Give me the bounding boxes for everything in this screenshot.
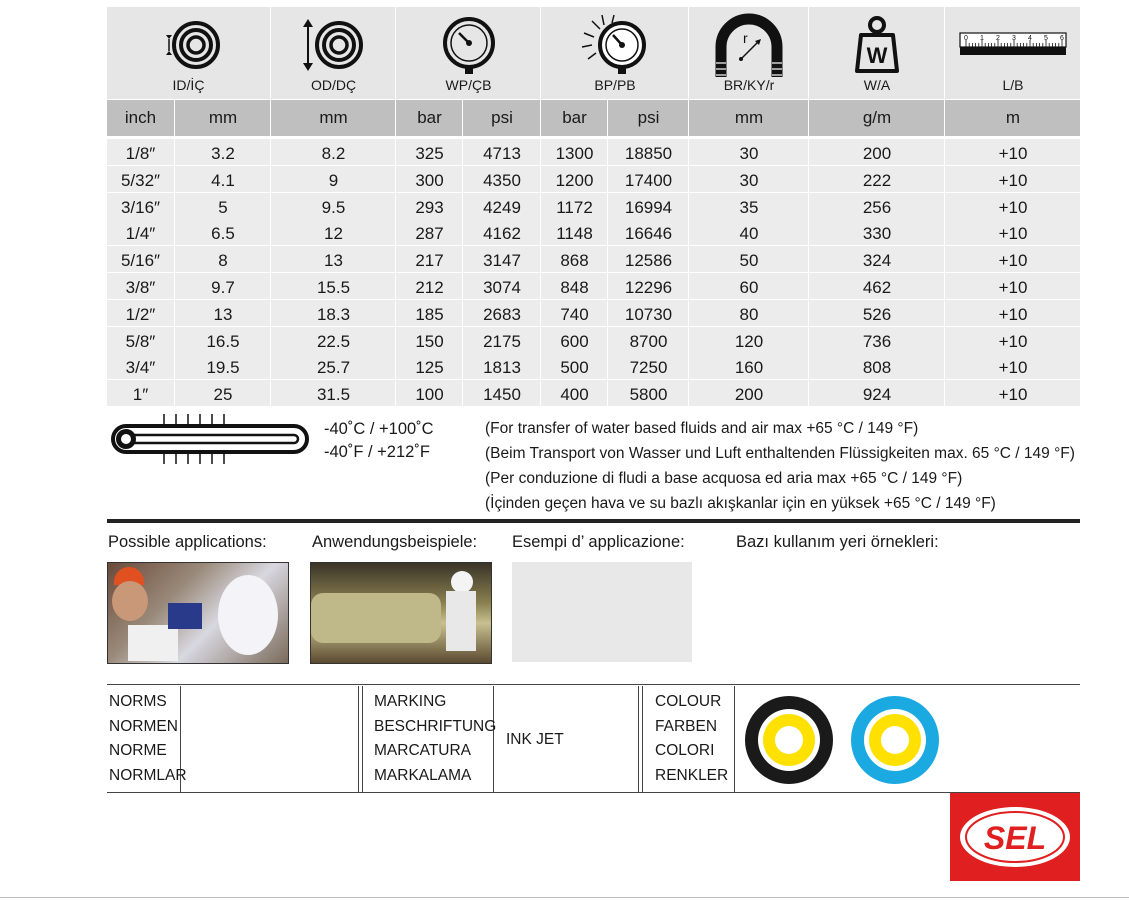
sel-logo [950, 793, 1080, 881]
table-units-row [107, 100, 1080, 136]
cell-wp-bar: 300 [395, 166, 463, 192]
thermometer-icon [106, 412, 311, 468]
cell-br-mm: 35 [688, 193, 809, 219]
table-row [107, 193, 1080, 220]
outer-diameter-icon [294, 13, 374, 73]
inner-diameter-icon [144, 13, 234, 73]
cell-bp-psi: 8700 [607, 327, 689, 353]
cell-od-mm: 31.5 [270, 380, 396, 406]
pressure-gauge-icon [434, 13, 504, 75]
cell-wp-psi: 4249 [462, 193, 541, 219]
cell-bp-bar: 1148 [540, 219, 608, 245]
unit-od-mm: mm [270, 100, 396, 136]
header-lb-label: L/B [1002, 77, 1024, 93]
cell-br-mm: 40 [688, 219, 809, 245]
ruler-digit: 0 [964, 35, 968, 42]
header-wp [395, 7, 541, 99]
header-br [688, 7, 809, 99]
table-row [107, 139, 1080, 166]
note-de: (Beim Transport von Wasser und Luft enthaltenden Flüssigkeiten max. 65 °C / 149 °F) [485, 445, 1075, 462]
table-row [107, 273, 1080, 300]
cell-bp-bar: 1172 [540, 193, 608, 219]
colour-labels [655, 690, 728, 788]
cell-wp-bar: 125 [395, 353, 463, 379]
note-it: (Per conduzione di fludi a base acquosa ed aria max +65 °C / 149 °F) [485, 470, 963, 487]
cell-wp-psi: 2683 [462, 300, 541, 326]
cell-bp-bar: 1300 [540, 139, 608, 165]
divider [642, 686, 643, 792]
applications-label-tr: Bazı kullanım yeri örnekleri: [736, 533, 939, 551]
ruler-digit: 4 [1028, 35, 1032, 42]
cell-bp-psi: 7250 [607, 353, 689, 379]
cell-weight: 200 [808, 139, 945, 165]
cell-wp-bar: 212 [395, 273, 463, 299]
bend-radius-letter: r [743, 30, 748, 46]
table-row [107, 300, 1080, 327]
cell-bp-psi: 10730 [607, 300, 689, 326]
cell-br-mm: 80 [688, 300, 809, 326]
applications-label-de: Anwendungsbeispiele: [312, 533, 478, 551]
temperature-fahrenheit: -40˚F / +212˚F [324, 443, 430, 461]
logo-text: SEL [983, 820, 1047, 856]
application-photo-spray-worker [107, 562, 289, 664]
cell-br-mm: 30 [688, 139, 809, 165]
cell-od-mm: 13 [270, 246, 396, 272]
table-row [107, 327, 1080, 354]
table-row [107, 353, 1080, 380]
cell-bp-psi: 18850 [607, 139, 689, 165]
cell-id-mm: 19.5 [174, 353, 271, 379]
cell-od-mm: 8.2 [270, 139, 396, 165]
cell-br-mm: 50 [688, 246, 809, 272]
marking-labels [374, 690, 496, 788]
cell-od-mm: 18.3 [270, 300, 396, 326]
divider [638, 686, 639, 792]
cell-br-mm: 30 [688, 166, 809, 192]
section-divider [107, 519, 1080, 523]
header-wa-label: W/A [863, 77, 891, 93]
cell-id-mm: 4.1 [174, 166, 271, 192]
cell-wp-bar: 325 [395, 139, 463, 165]
cell-weight: 736 [808, 327, 945, 353]
weight-letter: W [866, 43, 888, 68]
header-bp [540, 7, 689, 99]
cell-weight: 526 [808, 300, 945, 326]
cell-id-mm: 5 [174, 193, 271, 219]
ruler-digit: 3 [1012, 35, 1016, 42]
temperature-celsius: -40˚C / +100˚C [324, 420, 434, 438]
cell-bp-bar: 600 [540, 327, 608, 353]
cell-weight: 256 [808, 193, 945, 219]
marking-label: MARCATURA [374, 742, 472, 759]
cell-inch: 5/16″ [120, 251, 161, 271]
cell-inch: 3/16″ [120, 197, 161, 217]
cell-length: +10 [944, 300, 1081, 326]
cell-length: +10 [944, 139, 1081, 165]
cell-wp-bar: 100 [395, 380, 463, 406]
cell-inch: 1/2″ [125, 304, 156, 324]
table-row [107, 219, 1080, 246]
cell-br-mm: 120 [688, 327, 809, 353]
cell-id-mm: 16.5 [174, 327, 271, 353]
cell-bp-psi: 12586 [607, 246, 689, 272]
ruler-icon [958, 13, 1068, 73]
cell-bp-bar: 1200 [540, 166, 608, 192]
cell-od-mm: 9.5 [270, 193, 396, 219]
ruler-digit: 1 [980, 35, 984, 42]
cell-bp-psi: 5800 [607, 380, 689, 406]
colour-label: COLOUR [655, 693, 722, 710]
colour-label: FARBEN [655, 717, 718, 735]
unit-weight: g/m [808, 100, 945, 136]
cell-bp-psi: 12296 [607, 273, 689, 299]
unit-id-mm: mm [174, 100, 271, 136]
cell-bp-bar: 500 [540, 353, 608, 379]
cell-bp-psi: 17400 [607, 166, 689, 192]
cell-bp-bar: 868 [540, 246, 608, 272]
divider [358, 686, 359, 792]
cell-od-mm: 22.5 [270, 327, 396, 353]
cell-id-mm: 8 [174, 246, 271, 272]
cell-id-mm: 6.5 [174, 219, 271, 245]
applications-label-it: Esempi d’ applicazione: [512, 533, 685, 551]
cell-wp-psi: 1450 [462, 380, 541, 406]
cell-wp-psi: 1813 [462, 353, 541, 379]
cell-length: +10 [944, 219, 1081, 245]
unit-wp-psi: psi [462, 100, 541, 136]
cell-br-mm: 60 [688, 273, 809, 299]
cell-length: +10 [944, 353, 1081, 379]
header-od-label: OD/DÇ [310, 77, 357, 93]
cell-od-mm: 15.5 [270, 273, 396, 299]
applications-label-en: Possible applications: [108, 533, 267, 551]
colour-label: RENKLER [655, 766, 729, 784]
temperature-range [324, 418, 434, 464]
bend-radius-icon [709, 13, 789, 79]
cell-inch: 3/8″ [125, 278, 156, 297]
usage-notes [485, 416, 1075, 516]
cell-wp-psi: 3074 [462, 273, 541, 299]
cell-od-mm: 25.7 [270, 353, 396, 379]
norms-labels [109, 690, 187, 788]
spec-strip-top-border [107, 684, 1080, 685]
marking-label: BESCHRIFTUNG [374, 717, 497, 735]
table-header-icons [107, 7, 1080, 99]
cell-bp-psi: 16994 [607, 193, 689, 219]
cell-wp-psi: 4713 [462, 139, 541, 165]
table-row [107, 166, 1080, 193]
cell-wp-psi: 4350 [462, 166, 541, 192]
norms-label: NORMS [109, 693, 167, 710]
unit-wp-bar: bar [395, 100, 463, 136]
unit-bp-bar: bar [540, 100, 608, 136]
ruler-digit: 5 [1044, 35, 1048, 42]
cell-length: +10 [944, 193, 1081, 219]
application-photo-spray-booth [310, 562, 492, 664]
table-row [107, 246, 1080, 273]
application-photo-placeholder [512, 562, 692, 662]
cell-inch: 1/8″ [125, 144, 156, 163]
colour-swatches [744, 695, 944, 787]
cell-br-mm: 160 [688, 353, 809, 379]
colour-label: COLORI [655, 742, 715, 759]
note-en: (For transfer of water based fluids and air max +65 °C / 149 °F) [485, 420, 919, 437]
cell-wp-psi: 4162 [462, 219, 541, 245]
table-row [107, 380, 1080, 407]
cell-bp-bar: 740 [540, 300, 608, 326]
cell-id-mm: 25 [174, 380, 271, 406]
cell-od-mm: 12 [270, 219, 396, 245]
cell-weight: 462 [808, 273, 945, 299]
cell-inch: 1/4″ [125, 224, 156, 244]
unit-inch: inch [124, 108, 157, 127]
cell-id-mm: 9.7 [174, 273, 271, 299]
burst-pressure-gauge-icon [570, 13, 660, 75]
cell-weight: 924 [808, 380, 945, 406]
page-bottom-line [0, 897, 1129, 898]
ruler-digit: 6 [1060, 35, 1064, 42]
norms-label: NORMLAR [109, 766, 187, 784]
cell-br-mm: 200 [688, 380, 809, 406]
cell-inch: 3/4″ [125, 358, 156, 378]
cell-wp-bar: 287 [395, 219, 463, 245]
cell-inch: 5/8″ [125, 331, 156, 351]
cell-wp-psi: 3147 [462, 246, 541, 272]
header-id-label: ID/İÇ [172, 77, 205, 93]
cell-length: +10 [944, 166, 1081, 192]
norms-label: NORMEN [109, 717, 178, 735]
cell-bp-bar: 848 [540, 273, 608, 299]
cell-wp-bar: 150 [395, 327, 463, 353]
cell-wp-psi: 2175 [462, 327, 541, 353]
header-wp-label: WP/ÇB [445, 77, 492, 93]
unit-br-mm: mm [688, 100, 809, 136]
header-od [270, 7, 396, 99]
weight-icon [847, 13, 907, 75]
cell-bp-psi: 16646 [607, 219, 689, 245]
norms-label: NORME [109, 742, 167, 759]
cell-wp-bar: 217 [395, 246, 463, 272]
spec-strip-bottom-border [107, 792, 1080, 793]
note-tr: (İçinden geçen hava ve su bazlı akışkanlar için en yüksek +65 °C / 149 °F) [485, 495, 996, 512]
cell-length: +10 [944, 327, 1081, 353]
cell-length: +10 [944, 273, 1081, 299]
cell-weight: 808 [808, 353, 945, 379]
header-bp-label: BP/PB [594, 77, 636, 93]
cell-length: +10 [944, 246, 1081, 272]
cell-wp-bar: 185 [395, 300, 463, 326]
divider [734, 686, 735, 792]
cell-id-mm: 13 [174, 300, 271, 326]
cell-bp-bar: 400 [540, 380, 608, 406]
unit-length: m [944, 100, 1081, 136]
header-lb [944, 7, 1081, 99]
cell-inch: 1″ [132, 385, 149, 405]
cell-weight: 324 [808, 246, 945, 272]
divider [362, 686, 363, 792]
header-id [107, 7, 270, 99]
cell-weight: 330 [808, 219, 945, 245]
header-br-label: BR/KY/r [723, 77, 775, 93]
marking-label: MARKING [374, 693, 447, 710]
cell-weight: 222 [808, 166, 945, 192]
unit-bp-psi: psi [607, 100, 689, 136]
cell-od-mm: 9 [270, 166, 396, 192]
marking-label: MARKALAMA [374, 766, 472, 784]
header-wa [808, 7, 945, 99]
cell-inch: 5/32″ [120, 170, 161, 190]
marking-value-text: INK JET [506, 731, 564, 748]
cell-wp-bar: 293 [395, 193, 463, 219]
cell-length: +10 [944, 380, 1081, 406]
cell-id-mm: 3.2 [174, 139, 271, 165]
ruler-digit: 2 [996, 35, 1000, 42]
marking-value [506, 728, 564, 753]
